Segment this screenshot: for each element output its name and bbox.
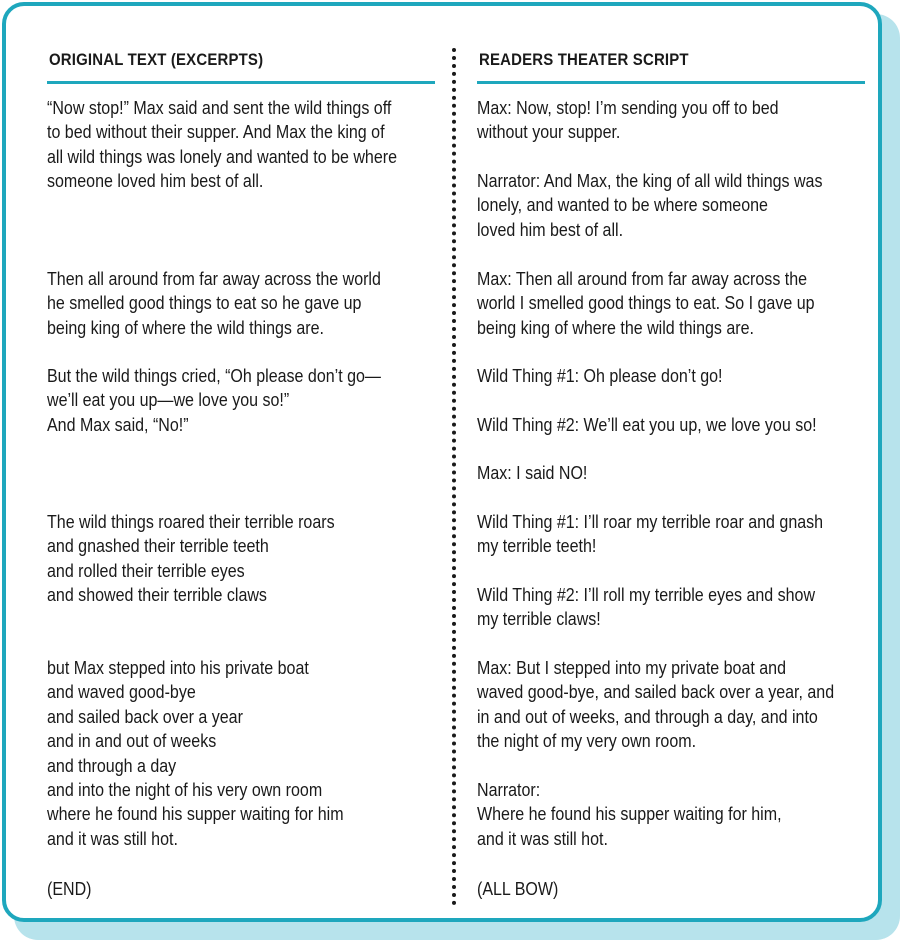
original-passage: The wild things roared their terrible roars and gnashed their terrible teeth and rolled their terrible eyes and showed their terrible claws xyxy=(47,512,335,606)
script-line: Wild Thing #1: I’ll roar my terrible roar and gnash my terrible teeth! xyxy=(477,512,824,557)
script-line: Wild Thing #1: Oh please don’t go! xyxy=(477,366,723,386)
script-line: Narrator: And Max, the king of all wild things was lonely, and wanted to be where someone loved him best of all. xyxy=(477,171,823,240)
script-line: Wild Thing #2: I’ll roll my terrible eyes and show my terrible claws! xyxy=(477,585,816,630)
comparison-card xyxy=(2,2,882,922)
header-underline xyxy=(477,81,865,84)
script-line: Max: Now, stop! I’m sending you off to bed without your supper. xyxy=(477,98,779,143)
script-line: Wild Thing #2: We’ll eat you up, we love you so! xyxy=(477,415,817,435)
script-end-marker: (ALL BOW) xyxy=(477,879,559,899)
script-header: READERS THEATER SCRIPT xyxy=(479,50,689,69)
original-passage: “Now stop!” Max said and sent the wild things off to bed without their supper. And Max the king of all wild things was lonely and wanted to be where someone loved him best of all. xyxy=(47,98,397,192)
original-passage: Then all around from far away across the world he smelled good things to eat so he gave up being king of where the wild things are. xyxy=(47,269,381,338)
header-underline xyxy=(47,81,435,84)
original-text-header: ORIGINAL TEXT (EXCERPTS) xyxy=(49,50,264,69)
original-end-marker: (END) xyxy=(47,879,92,899)
script-line: Max: I said NO! xyxy=(477,463,588,483)
original-passage: but Max stepped into his private boat and waved good-bye and sailed back over a year and in and out of weeks and through a day and into the night of his very own room where he found his supper waiting for him and it was still hot. xyxy=(47,658,344,849)
script-line: Max: But I stepped into my private boat and waved good-bye, and sailed back over a year, and in and out of weeks, and through a day, and into the night of my very own room. xyxy=(477,658,835,752)
column-divider xyxy=(452,48,456,906)
original-passage: But the wild things cried, “Oh please don’t go— we’ll eat you up—we love you so!” And Max said, “No!” xyxy=(47,366,381,435)
script-line: Max: Then all around from far away across the world I smelled good things to eat. So I gave up being king of where the wild things are. xyxy=(477,269,815,338)
script-line: Narrator: Where he found his supper waiting for him, and it was still hot. xyxy=(477,780,782,849)
